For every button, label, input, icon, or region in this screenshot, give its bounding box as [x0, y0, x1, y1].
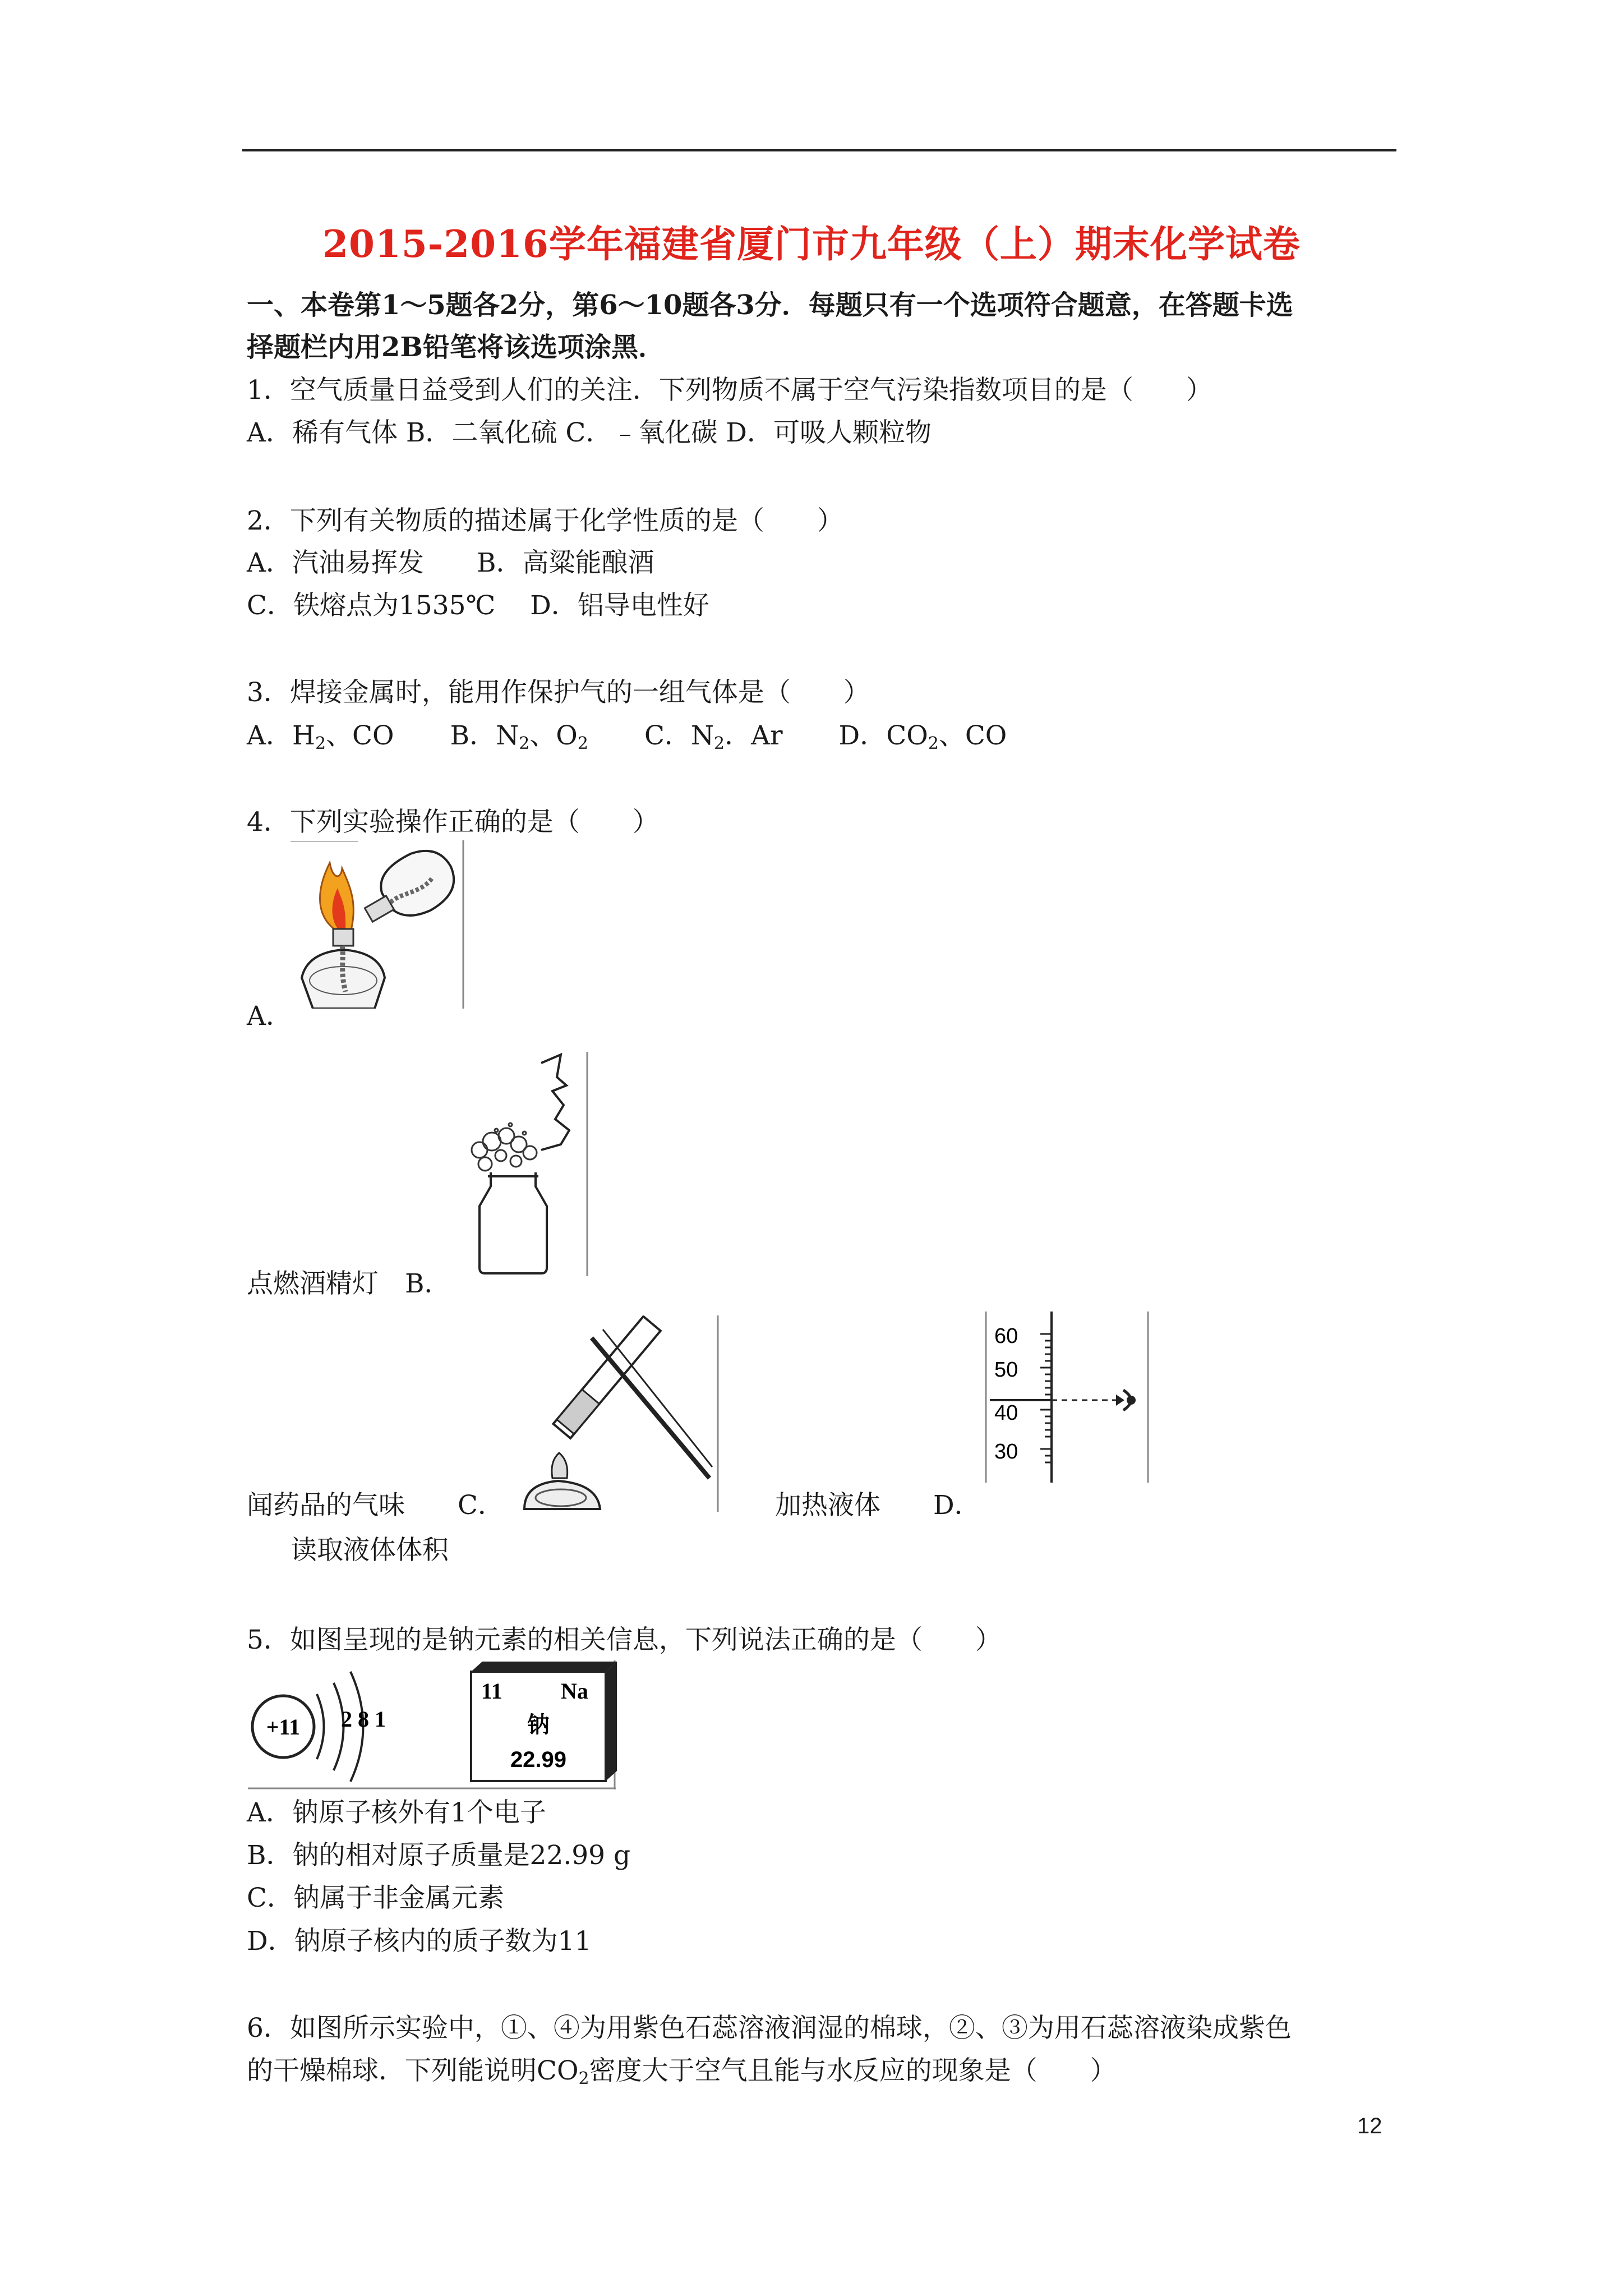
q3-option-b: B．$N_2$、$O_2$: [450, 720, 588, 753]
q1-options: A．稀有气体 B．二氧化硫 C．﹣氧化碳 D．可吸人颗粒物: [247, 417, 932, 448]
header-rule: [242, 149, 1396, 151]
figure-d-cylinder-reading: [984, 1312, 1152, 1483]
q5-stem: 5．如图呈现的是钠元素的相关信息，下列说法正确的是（ ）: [247, 1625, 1002, 1655]
q4-caption-d: 读取液体体积: [291, 1535, 449, 1566]
q3-options: [247, 720, 1007, 753]
cylinder-tick-30: 30: [994, 1440, 1018, 1464]
cylinder-tick-50: 50: [994, 1358, 1018, 1382]
q2-options-cd: C．铁熔点为1535℃ D．铝导电性好: [247, 590, 709, 621]
q4-caption-a-and-b-label: 点燃酒精灯 B．: [247, 1268, 451, 1299]
q5-option-a: A．钠原子核外有1个电子: [247, 1797, 546, 1828]
page-title: 2015-2016学年福建省厦门市九年级（上）期末化学试卷: [322, 222, 1301, 266]
q6-stem-line1: 6．如图所示实验中，①、④为用紫色石蕊溶液润湿的棉球，②、③为用石蕊溶液染成紫色: [247, 2013, 1292, 2044]
q6-stem-line2: 的干燥棉球．下列能说明$CO_2$密度大于空气且能与水反应的现象是（ ）: [247, 2055, 1117, 2088]
q4-stem: 4．下列实验操作正确的是（ ）: [247, 807, 659, 838]
cylinder-tick-60: 60: [994, 1324, 1018, 1348]
section-instructions-line2: 择题栏内用2B铅笔将该选项涂黑．: [247, 332, 665, 363]
figure-b-smelling: [457, 1052, 592, 1276]
figure-c-heating-liquid: [519, 1315, 721, 1512]
figure-sodium-info: [247, 1660, 617, 1789]
page-number: 12: [1357, 2114, 1382, 2138]
q2-options-ab: A．汽油易挥发 B．高粱能酿酒: [247, 547, 654, 578]
q2-stem: 2．下列有关物质的描述属于化学性质的是（ ）: [247, 505, 843, 536]
q5-option-b: B．钠的相对原子质量是22.99 g: [247, 1840, 631, 1871]
element-name: 钠: [527, 1711, 550, 1738]
q3-option-c: C．$N_2$．Ar: [644, 720, 783, 753]
q4-caption-b-and-c-label: 闻药品的气味 C．: [247, 1490, 504, 1521]
cylinder-tick-40: 40: [994, 1401, 1018, 1425]
atom-electron-shells: 2 8 1: [341, 1706, 386, 1732]
q1-stem: 1．空气质量日益受到人们的关注．下列物质不属于空气污染指数项目的是（ ）: [247, 375, 1212, 406]
atom-nucleus-charge: +11: [266, 1714, 301, 1740]
q3-stem: 3．焊接金属时，能用作保护气的一组气体是（ ）: [247, 677, 870, 708]
q3-option-a: A．$H_2$、CO: [247, 720, 394, 753]
element-symbol: Na: [561, 1678, 588, 1704]
element-atomic-mass: 22.99: [510, 1747, 567, 1772]
q3-option-d: D．$CO_2$、CO: [838, 720, 1007, 753]
section-instructions-line1: 一、本卷第1～5题各2分，第6～10题各3分．每题只有一个选项符合题意，在答题卡选: [247, 289, 1293, 321]
q4-option-a-label: A．: [247, 1001, 292, 1032]
q4-caption-c-and-d-label: 加热液体 D．: [775, 1490, 981, 1521]
element-atomic-number: 11: [481, 1678, 502, 1704]
figure-a-lighting-lamp: [291, 840, 465, 1009]
q5-option-d: D．钠原子核内的质子数为11: [247, 1926, 592, 1957]
q5-option-c: C．钠属于非金属元素: [247, 1883, 504, 1913]
